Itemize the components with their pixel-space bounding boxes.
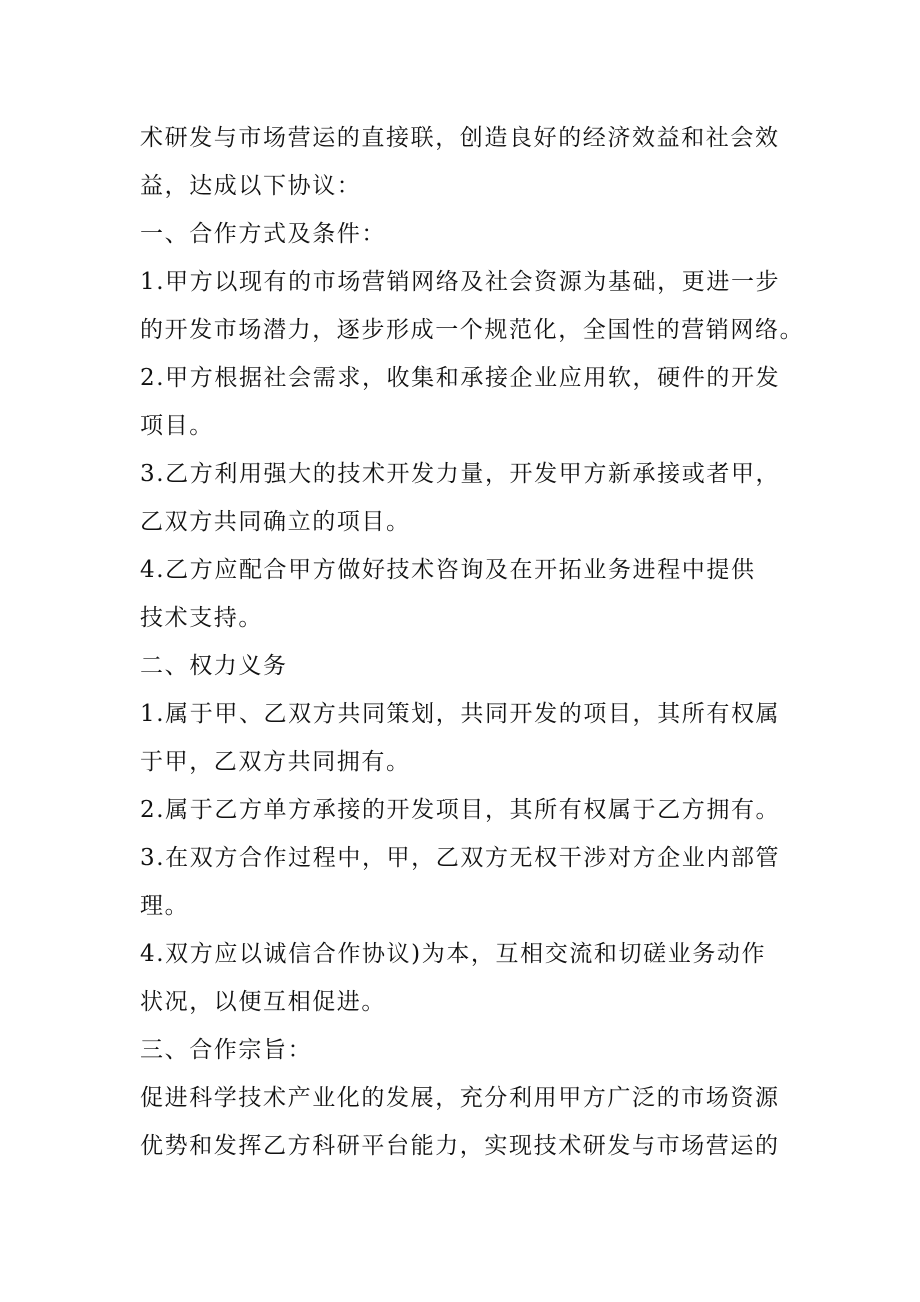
text-line: 优势和发挥乙方科研平台能力，实现技术研发与市场营运的 (140, 1133, 780, 1159)
text-line: 1.甲方以现有的市场营销网络及社会资源为基础，更进一步 (140, 269, 781, 295)
section-heading: 二、权力义务 (140, 653, 288, 679)
text-line: 促进科学技术产业化的发展，充分利用甲方广泛的市场资源 (140, 1085, 780, 1111)
document-body (140, 114, 820, 1170)
text-line: 4.双方应以诚信合作协议)为本，互相交流和切磋业务动作 (140, 941, 767, 967)
text-line: 术研发与市场营运的直接联，创造良好的经济效益和社会效 (140, 125, 780, 151)
text-line: 4.乙方应配合甲方做好技术咨询及在开拓业务进程中提供 (140, 557, 756, 583)
text-line: 于甲，乙双方共同拥有。 (140, 749, 411, 775)
section-heading: 一、合作方式及条件： (140, 221, 386, 247)
text-line: 3.在双方合作过程中，甲，乙双方无权干涉对方企业内部管 (140, 845, 781, 871)
text-line: 的开发市场潜力，逐步形成一个规范化，全国性的营销网络。 (140, 317, 805, 343)
text-line: 2.甲方根据社会需求，收集和承接企业应用软，硬件的开发 (140, 365, 781, 391)
text-line: 状况，以便互相促进。 (140, 989, 386, 1015)
text-line: 乙双方共同确立的项目。 (140, 509, 411, 535)
text-line: 项目。 (140, 413, 214, 439)
text-line: 益，达成以下协议： (140, 173, 362, 199)
text-line: 3.乙方利用强大的技术开发力量，开发甲方新承接或者甲， (140, 461, 781, 487)
text-line: 1.属于甲、乙双方共同策划，共同开发的项目，其所有权属 (140, 701, 781, 727)
section-heading: 三、合作宗旨： (140, 1037, 313, 1063)
text-line: 技术支持。 (140, 605, 263, 631)
text-line: 理。 (140, 893, 190, 919)
text-line: 2.属于乙方单方承接的开发项目，其所有权属于乙方拥有。 (140, 797, 781, 823)
